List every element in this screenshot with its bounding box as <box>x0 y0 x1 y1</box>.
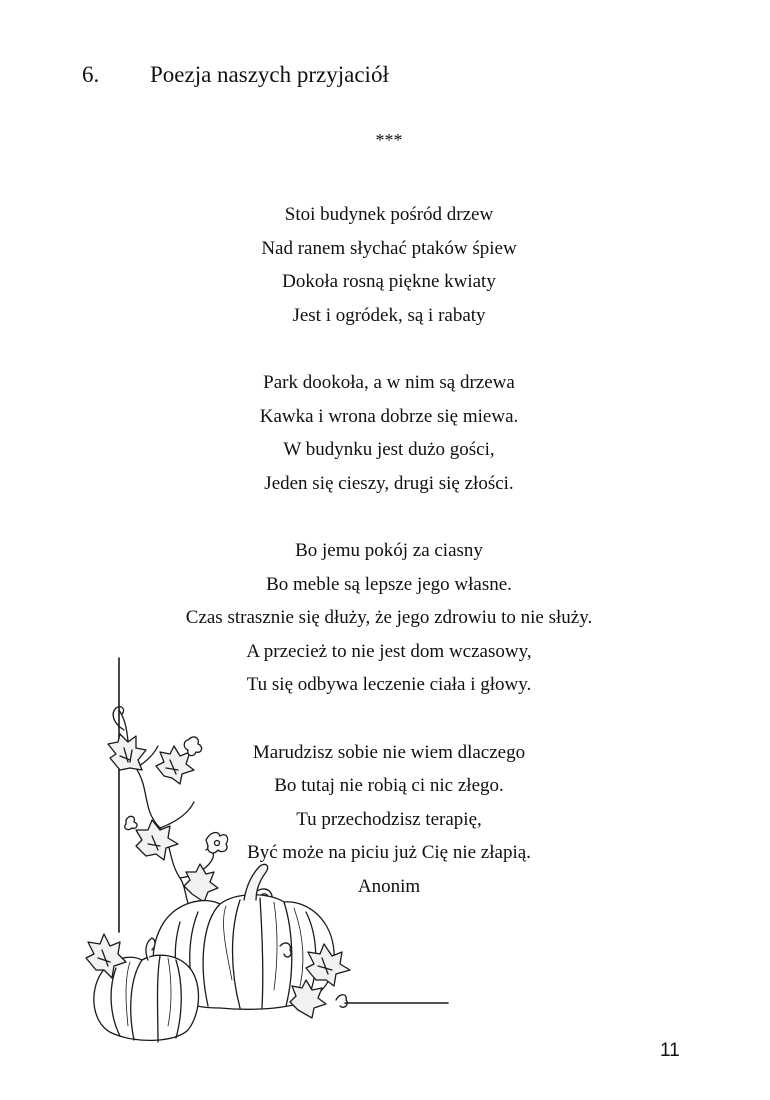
pumpkin-vine-illustration <box>80 650 460 1050</box>
section-heading <box>0 62 770 92</box>
poem-line: Stoi budynek pośród drzew <box>284 204 494 225</box>
poem-author: Anonim <box>357 875 421 897</box>
page-number: 11 <box>660 1040 680 1061</box>
poem-line: Być może na piciu już Cię nie złapią. <box>247 842 531 864</box>
poem-line: Marudzisz sobie nie wiem dlaczego <box>252 741 526 763</box>
poem-line: Kawka i wrona dobrze się miewa. <box>259 405 519 427</box>
poem-line: Bo tutaj nie robią ci nic złego. <box>274 775 504 797</box>
poem-line: Jeden się cieszy, drugi się złości. <box>264 472 514 494</box>
stanza-2 <box>0 366 770 500</box>
poem-line: Park dookoła, a w nim są drzewa <box>263 371 515 393</box>
poem-line: Dokoła rosną piękne kwiaty <box>282 271 496 293</box>
poem-line: Czas strasznie się dłuży, że jego zdrowiu to nie służy. <box>185 607 593 629</box>
poem-line: Tu się odbywa leczenie ciała i głowy. <box>246 674 532 696</box>
poem-line: Bo jemu pokój za ciasny <box>295 539 483 561</box>
poem-line: A przecież to nie jest dom wczasowy, <box>246 640 532 662</box>
poem-line: Jest i ogródek, są i rabaty <box>292 304 486 326</box>
poem-line: Nad ranem słychać ptaków śpiew <box>261 237 517 259</box>
poem-separator: *** <box>375 130 403 150</box>
stanza-1 <box>0 198 770 332</box>
poem-line: Tu przechodzisz terapię, <box>296 808 482 830</box>
poem-line: W budynku jest dużo gości, <box>283 439 495 461</box>
section-number: 6. <box>82 62 100 87</box>
poem-line: Bo meble są lepsze jego własne. <box>266 573 512 595</box>
section-title: Poezja naszych przyjaciół <box>150 62 389 87</box>
